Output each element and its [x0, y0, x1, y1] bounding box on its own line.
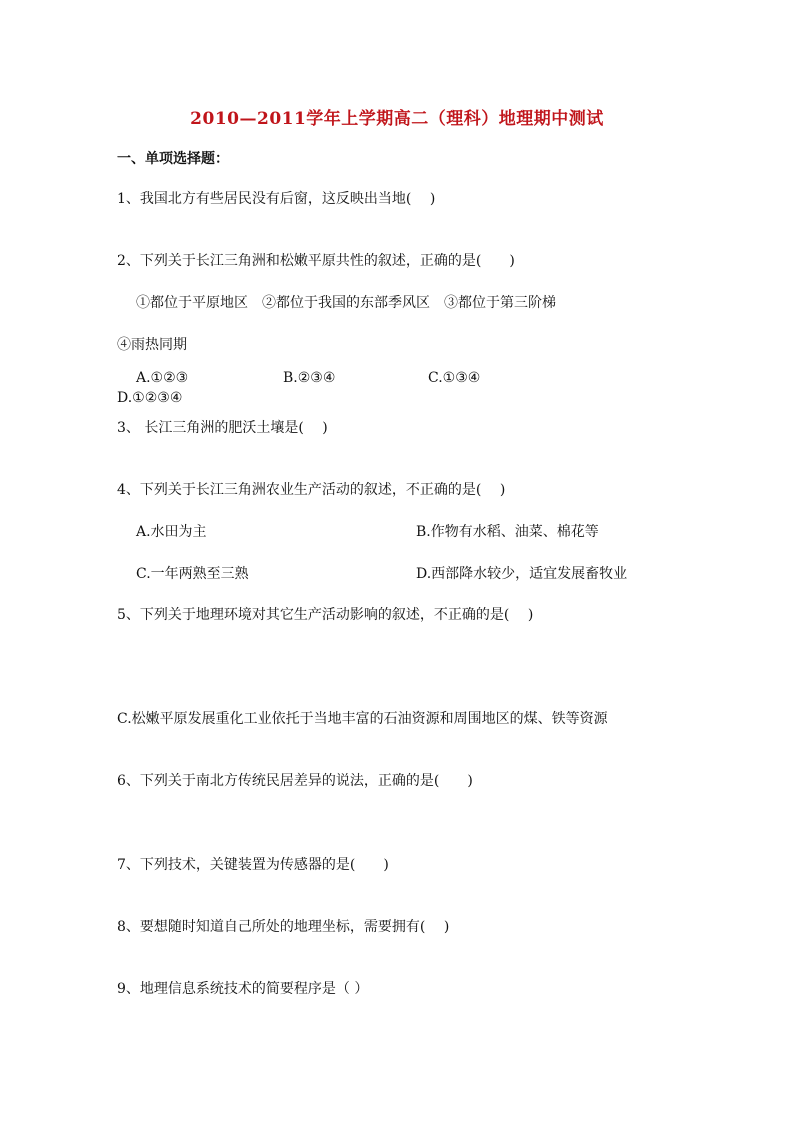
- question-2-option-d: D.①②③④: [117, 390, 183, 406]
- question-3: 3、 长江三角洲的肥沃土壤是( ): [117, 420, 328, 436]
- document-title: 2010—2011学年上学期高二（理科）地理期中测试: [190, 109, 604, 129]
- question-7: 7、下列技术，关键装置为传感器的是( ): [117, 857, 389, 873]
- question-4-option-c: C.一年两熟至三熟: [136, 566, 249, 582]
- question-2-statements: ①都位于平原地区 ②都位于我国的东部季风区 ③都位于第三阶梯: [136, 295, 556, 311]
- question-1: 1、我国北方有些居民没有后窗，这反映出当地( ): [117, 191, 436, 207]
- question-5: 5、下列关于地理环境对其它生产活动影响的叙述，不正确的是( ): [117, 607, 534, 623]
- question-6: 6、下列关于南北方传统民居差异的说法，正确的是( ): [117, 773, 473, 789]
- question-4-option-b: B.作物有水稻、油菜、棉花等: [416, 524, 599, 540]
- question-4-option-a: A.水田为主: [136, 524, 207, 540]
- question-2-statement-4: ④雨热同期: [117, 337, 187, 353]
- question-9: 9、地理信息系统技术的简要程序是（ ）: [117, 981, 369, 997]
- question-2: 2、下列关于长江三角洲和松嫩平原共性的叙述，正确的是( ): [117, 253, 515, 269]
- question-2-option-b: B.②③④: [283, 370, 336, 386]
- question-8: 8、要想随时知道自己所处的地理坐标，需要拥有( ): [117, 919, 450, 935]
- question-2-option-c: C.①③④: [428, 370, 481, 386]
- question-4: 4、下列关于长江三角洲农业生产活动的叙述，不正确的是( ): [117, 482, 506, 498]
- section-heading: 一、单项选择题：: [117, 151, 229, 167]
- question-5-option-c: C.松嫩平原发展重化工业依托于当地丰富的石油资源和周围地区的煤、铁等资源: [117, 711, 608, 727]
- question-4-option-d: D.西部降水较少，适宜发展畜牧业: [416, 566, 628, 582]
- question-2-option-a: A.①②③: [136, 370, 189, 386]
